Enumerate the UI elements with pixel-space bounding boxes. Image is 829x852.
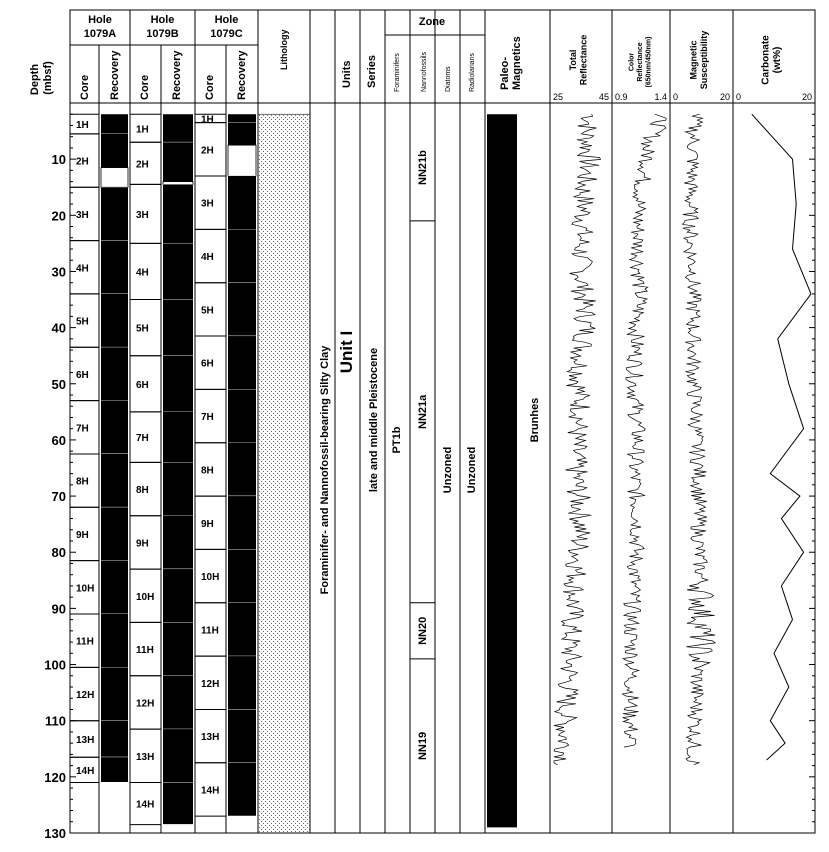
depth-tick-label: 120 bbox=[44, 769, 66, 785]
recovery-gap bbox=[101, 168, 128, 188]
panel-header-line: (wt%) bbox=[772, 46, 783, 74]
units-header: Units bbox=[341, 60, 353, 88]
recovery-bar bbox=[101, 347, 128, 400]
scale-min: 25 bbox=[553, 92, 564, 102]
panel-header-line: Color bbox=[628, 52, 636, 72]
core-label: 3H bbox=[201, 198, 214, 210]
core-label: 7H bbox=[136, 433, 149, 445]
core-label: 11H bbox=[201, 625, 219, 637]
core-label: 4H bbox=[136, 267, 149, 279]
recovery-bar bbox=[163, 243, 193, 299]
recovery-bar bbox=[101, 187, 128, 240]
log-panel bbox=[553, 35, 609, 765]
core-label: 2H bbox=[76, 156, 89, 168]
core-label: 14H bbox=[136, 799, 155, 811]
core-label: 1H bbox=[201, 114, 214, 126]
core-label: 8H bbox=[201, 465, 214, 477]
depth-tick-label: 20 bbox=[51, 208, 66, 224]
recovery-bar bbox=[101, 454, 128, 507]
core-label: 5H bbox=[201, 305, 214, 317]
core-label: 9H bbox=[136, 538, 149, 550]
log-panel bbox=[673, 31, 730, 765]
diatom-zone: Unzoned bbox=[442, 446, 454, 494]
recovery-header: Recovery bbox=[236, 50, 248, 100]
data-curve bbox=[554, 114, 601, 765]
recovery-bar bbox=[228, 229, 256, 282]
recovery-bar bbox=[163, 676, 193, 729]
panel-header-line: (650nm/450nm) bbox=[645, 36, 653, 88]
unit-label: Unit I bbox=[337, 330, 356, 374]
scale-min: 0 bbox=[673, 92, 679, 102]
core-label: 1H bbox=[76, 120, 89, 132]
panel-header-line: Total bbox=[568, 49, 579, 71]
depth-tick-label: 60 bbox=[51, 432, 66, 448]
recovery-bar bbox=[163, 412, 193, 463]
hole-name-line1: Hole bbox=[150, 14, 175, 26]
log-panel bbox=[615, 37, 667, 748]
depth-tick-label: 50 bbox=[51, 376, 66, 392]
depth-tick-label: 90 bbox=[51, 601, 66, 617]
core-label: 8H bbox=[136, 485, 149, 497]
recovery-bar bbox=[163, 622, 193, 675]
paleomag-label: Brunhes bbox=[529, 397, 541, 443]
recovery-bar bbox=[101, 294, 128, 347]
recovery-bar bbox=[228, 496, 256, 549]
recovery-bar bbox=[163, 356, 193, 412]
depth-tick-label: 30 bbox=[51, 264, 66, 280]
core-label: 2H bbox=[201, 145, 214, 157]
panel-header-line: Susceptibility bbox=[699, 30, 710, 90]
lithology-column bbox=[258, 30, 331, 834]
core-label: 1H bbox=[136, 124, 149, 136]
core-header: Core bbox=[79, 74, 91, 100]
core-label: 10H bbox=[76, 583, 95, 595]
recovery-bar bbox=[163, 516, 193, 569]
depth-tick-label: 110 bbox=[45, 713, 66, 729]
core-header: Core bbox=[139, 74, 151, 100]
lithology-header: Lithology bbox=[279, 29, 289, 70]
hole-name-line1: Hole bbox=[88, 14, 112, 26]
core-label: 13H bbox=[76, 734, 95, 746]
depth-header bbox=[29, 61, 54, 95]
zone-header: Zone bbox=[418, 16, 446, 28]
core-label: 14H bbox=[76, 765, 95, 777]
recovery-bar bbox=[163, 462, 193, 515]
core-label: 7H bbox=[76, 423, 89, 435]
core-label: 4H bbox=[201, 252, 214, 264]
recovery-header: Recovery bbox=[109, 50, 121, 100]
depth-tick-label: 80 bbox=[51, 545, 66, 561]
nanno-zone-label: NN21a bbox=[417, 394, 429, 429]
core-label: 6H bbox=[201, 358, 214, 370]
nanno-zone-label: NN19 bbox=[417, 731, 429, 761]
recovery-bar bbox=[228, 763, 256, 816]
recovery-bar bbox=[228, 336, 256, 389]
data-curve bbox=[752, 114, 811, 760]
core-label: 14H bbox=[201, 785, 220, 797]
core-label: 8H bbox=[76, 476, 89, 488]
core-header: Core bbox=[204, 74, 216, 100]
holes bbox=[70, 14, 256, 825]
recovery-gap bbox=[163, 182, 193, 185]
core-label: 9H bbox=[76, 529, 89, 541]
scale-min: 0 bbox=[736, 92, 742, 102]
recovery-bar bbox=[101, 401, 128, 454]
core-label: 5H bbox=[136, 323, 149, 335]
core-label: 9H bbox=[201, 518, 214, 530]
zone-col-nannofossils: Nannofossils bbox=[421, 51, 428, 92]
lithology-pattern bbox=[258, 114, 310, 833]
recovery-bar bbox=[101, 241, 128, 294]
recovery-bar bbox=[101, 114, 128, 134]
recovery-bar bbox=[228, 603, 256, 656]
paleomag-header-line1: Paleo- bbox=[499, 56, 511, 90]
depth-tick-label: 130 bbox=[44, 826, 66, 841]
paleomag-column bbox=[487, 36, 541, 827]
units-column bbox=[337, 61, 356, 374]
recovery-bar bbox=[101, 721, 128, 758]
recovery-bar bbox=[101, 507, 128, 560]
panel-header-line: Reflectance bbox=[578, 34, 589, 86]
panel-header-line: Magnetic bbox=[688, 40, 699, 80]
scale-max: 45 bbox=[598, 92, 609, 102]
log-plots bbox=[553, 31, 812, 765]
radiolarian-zone: Unzoned bbox=[466, 446, 478, 494]
recovery-bar bbox=[228, 389, 256, 442]
zone-col-radiolarians: Radiolarians bbox=[469, 53, 476, 92]
recovery-bar bbox=[163, 782, 193, 824]
core-label: 12H bbox=[201, 678, 220, 690]
core-label: 12H bbox=[136, 698, 155, 710]
core-label: 11H bbox=[136, 645, 154, 657]
paleomag-header bbox=[499, 36, 523, 90]
recovery-bar bbox=[163, 114, 193, 142]
recovery-bar bbox=[101, 614, 128, 667]
core-label: 7H bbox=[201, 412, 214, 424]
hole-name-line2: 1079B bbox=[146, 28, 179, 40]
recovery-bar bbox=[228, 114, 256, 122]
core-label: 11H bbox=[76, 636, 94, 648]
hole-name-line2: 1079C bbox=[210, 28, 243, 40]
depth-tick-label: 40 bbox=[51, 320, 66, 336]
recovery-bar bbox=[101, 757, 128, 782]
core-label: 13H bbox=[136, 751, 155, 763]
paleomag-bar bbox=[487, 114, 517, 827]
recovery-bar bbox=[163, 300, 193, 356]
recovery-bar bbox=[228, 443, 256, 496]
depth-tick-label: 10 bbox=[51, 152, 66, 168]
recovery-bar bbox=[163, 142, 193, 181]
recovery-bar bbox=[101, 561, 128, 614]
nanno-zone-label: NN21b bbox=[417, 150, 429, 185]
recovery-bar bbox=[228, 709, 256, 762]
recovery-bar bbox=[228, 656, 256, 709]
scale-min: 0.9 bbox=[615, 92, 628, 102]
recovery-bar bbox=[228, 123, 256, 145]
core-label: 4H bbox=[76, 263, 89, 275]
lithology-text: Foraminifer- and Nannofossil-bearing Silty Clay bbox=[319, 345, 331, 595]
data-curve bbox=[622, 114, 666, 747]
recovery-bar bbox=[101, 134, 128, 168]
series-header: Series bbox=[366, 54, 378, 88]
recovery-bar bbox=[163, 729, 193, 782]
scale-max: 20 bbox=[719, 92, 730, 102]
core-label: 3H bbox=[136, 209, 149, 221]
recovery-bar bbox=[101, 667, 128, 720]
paleomag-header-line2: Magnetics bbox=[511, 36, 523, 90]
recovery-header: Recovery bbox=[171, 50, 183, 100]
core-label: 10H bbox=[201, 572, 220, 584]
data-curve bbox=[683, 114, 716, 765]
core-label: 5H bbox=[76, 316, 89, 328]
nanno-zone-label: NN20 bbox=[417, 616, 429, 645]
log-panel bbox=[736, 35, 812, 760]
zone-col-diatoms: Diatoms bbox=[445, 66, 452, 92]
zone-col-foraminifers: Foraminifers bbox=[394, 53, 401, 92]
core-label: 10H bbox=[136, 591, 155, 603]
depth-ticks bbox=[44, 103, 815, 841]
core-label: 12H bbox=[76, 690, 95, 702]
scale-max: 1.4 bbox=[654, 92, 667, 102]
series-column bbox=[366, 55, 380, 492]
recovery-bar bbox=[228, 283, 256, 336]
nanno-zones bbox=[410, 150, 435, 760]
core-label: 3H bbox=[76, 209, 89, 221]
recovery-bar bbox=[228, 176, 256, 229]
depth-tick-label: 70 bbox=[51, 489, 66, 505]
recovery-gap bbox=[228, 145, 256, 176]
depth-header-line2: (mbsf) bbox=[42, 61, 54, 95]
depth-header-line1: Depth bbox=[29, 63, 41, 96]
core-label: 6H bbox=[136, 379, 149, 391]
core-label: 6H bbox=[76, 369, 89, 381]
scale-max: 20 bbox=[801, 92, 812, 102]
recovery-bar bbox=[228, 549, 256, 602]
depth-tick-label: 100 bbox=[44, 657, 66, 673]
core-label: 2H bbox=[136, 159, 149, 171]
panel-header-line: Reflectance bbox=[636, 42, 644, 82]
hole-name-line1: Hole bbox=[214, 14, 239, 26]
foram-zone: PT1b bbox=[391, 426, 403, 454]
core-label: 13H bbox=[201, 732, 220, 744]
hole-name-line2: 1079A bbox=[83, 28, 117, 40]
panel-header-line: Carbonate bbox=[760, 35, 772, 85]
recovery-bar bbox=[163, 569, 193, 622]
recovery-bar bbox=[163, 184, 193, 243]
series-label: late and middle Pleistocene bbox=[368, 347, 380, 493]
